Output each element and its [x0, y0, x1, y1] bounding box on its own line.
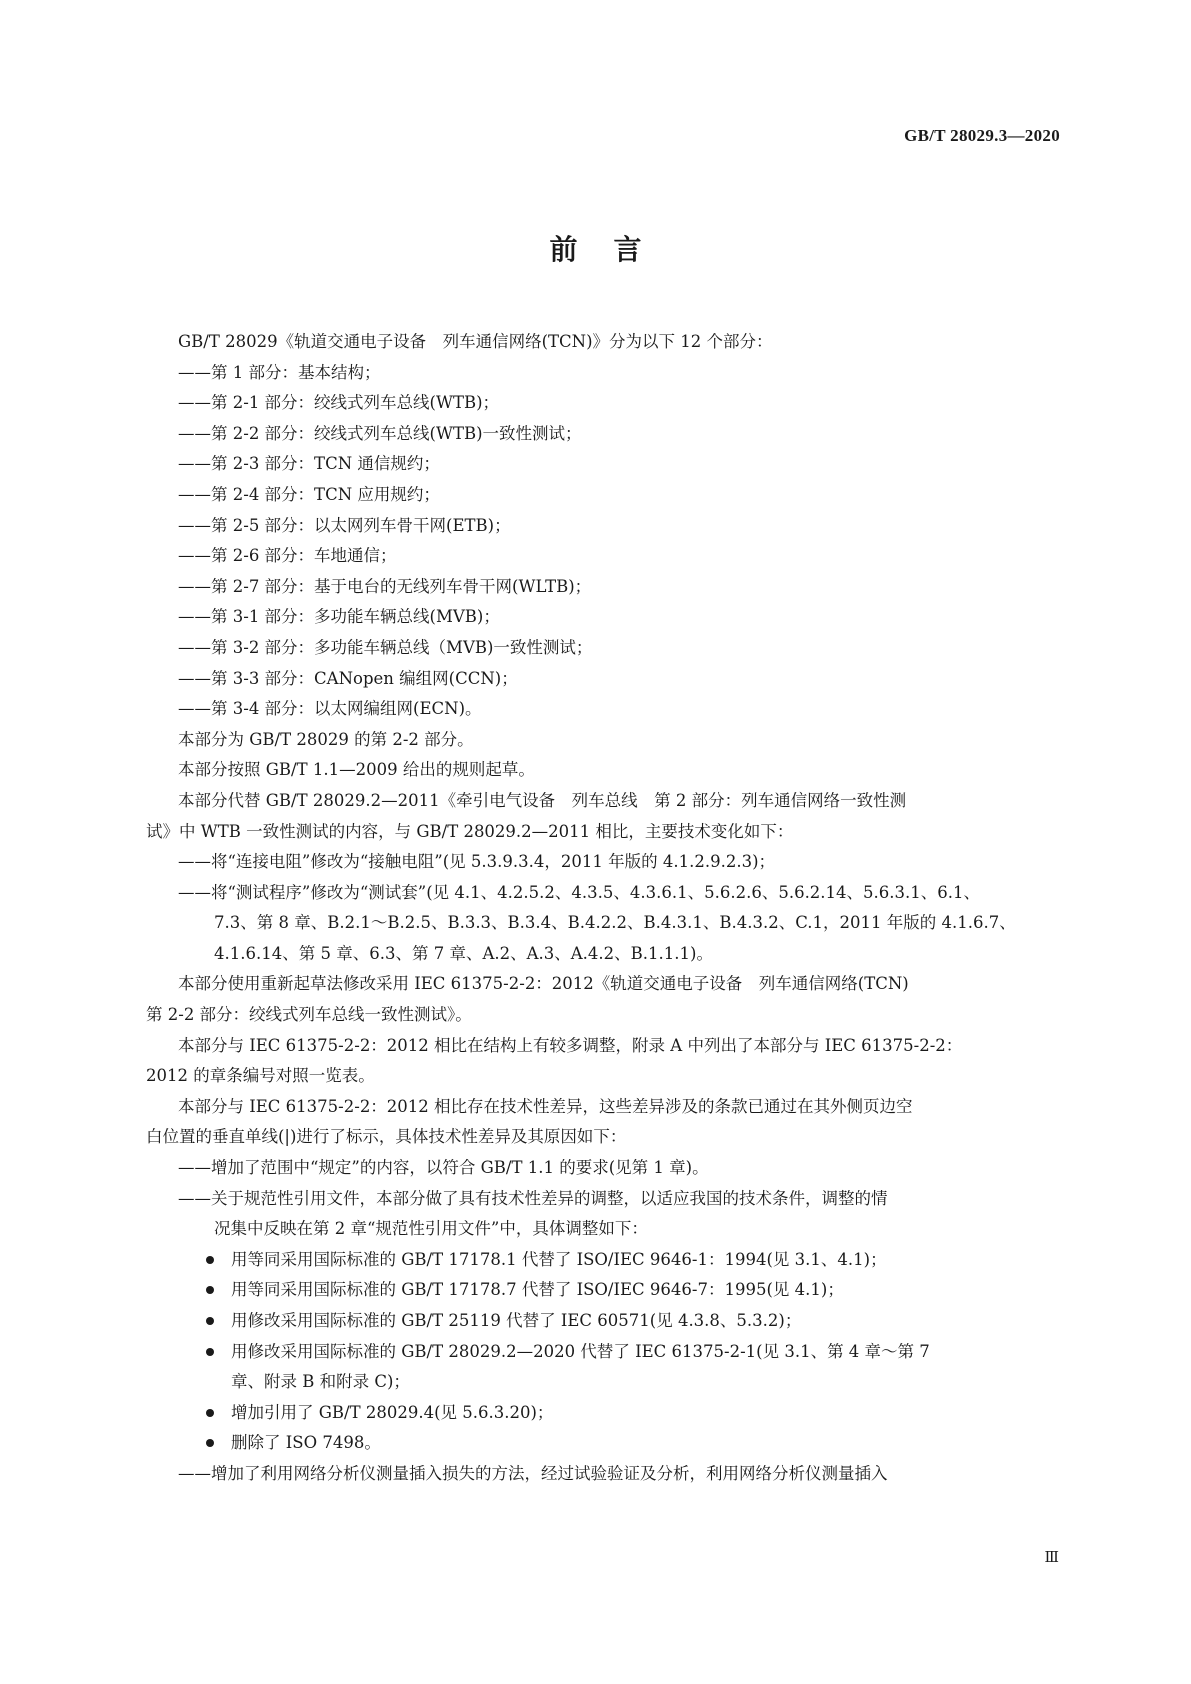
line-text: 章、附录 B 和附录 C)；	[231, 1372, 410, 1392]
paragraph-line	[146, 786, 1058, 817]
list-item	[146, 449, 1058, 480]
line-text: ——将“连接电阻”修改为“接触电阻”(见 5.3.9.3.4，2011 年版的 4.1.2.9.2.3)；	[178, 852, 776, 872]
bullet-item	[146, 1367, 1058, 1398]
list-item	[146, 847, 1058, 878]
paragraph-line	[146, 1122, 1058, 1153]
line-text: ——第 1 部分：基本结构；	[178, 362, 381, 382]
paragraph-line	[146, 969, 1058, 1000]
line-text: 本部分使用重新起草法修改采用 IEC 61375-2-2：2012《轨道交通电子设备 列车通信网络(TCN)	[178, 974, 909, 994]
paragraph-line	[146, 755, 1058, 786]
line-text: 白位置的垂直单线(|)进行了标示，具体技术性差异及其原因如下：	[146, 1127, 627, 1147]
line-text: 增加引用了 GB/T 28029.4(见 5.6.3.20)；	[231, 1402, 554, 1422]
line-text: 第 2-2 部分：绞线式列车总线一致性测试》。	[146, 1005, 472, 1025]
line-text: 况集中反映在第 2 章“规范性引用文件”中，具体调整如下：	[214, 1219, 648, 1239]
line-text: ——第 3-2 部分：多功能车辆总线（MVB)一致性测试；	[178, 637, 593, 657]
line-text: ——关于规范性引用文件，本部分做了具有技术性差异的调整，以适应我国的技术条件，调整的情	[178, 1188, 888, 1208]
bullet-item	[146, 1337, 1058, 1368]
line-text: ——第 3-4 部分：以太网编组网(ECN)。	[178, 699, 482, 719]
line-text: ——第 2-7 部分：基于电台的无线列车骨干网(WLTB)；	[178, 576, 592, 596]
list-item	[146, 694, 1058, 725]
line-text: ——将“测试程序”修改为“测试套”(见 4.1、4.2.5.2、4.3.5、4.3.6.1、5.6.2.6、5.6.2.14、5.6.3.1、6.1、	[178, 882, 981, 902]
line-text: ——增加了利用网络分析仪测量插入损失的方法，经过试验验证及分析，利用网络分析仪测量插入	[178, 1463, 888, 1483]
paragraph-line	[146, 1031, 1058, 1062]
line-text: 本部分为 GB/T 28029 的第 2-2 部分。	[178, 729, 474, 749]
standard-code: GB/T 28029.3—2020	[904, 126, 1060, 145]
list-item	[146, 1153, 1058, 1184]
list-item	[146, 1459, 1058, 1490]
list-item	[146, 633, 1058, 664]
bullet-icon	[206, 1409, 214, 1417]
bullet-item	[146, 1306, 1058, 1337]
line-text: 用等同采用国际标准的 GB/T 17178.7 代替了 ISO/IEC 9646-7：1995(见 4.1)；	[231, 1280, 844, 1300]
bullet-item	[146, 1398, 1058, 1429]
bullet-icon	[206, 1317, 214, 1325]
list-item	[146, 878, 1058, 909]
bullet-icon	[206, 1286, 214, 1294]
page-number: Ⅲ	[1044, 1548, 1060, 1566]
line-text: 试》中 WTB 一致性测试的内容，与 GB/T 28029.2—2011 相比，主要技术变化如下：	[146, 821, 794, 841]
line-text: 本部分按照 GB/T 1.1—2009 给出的规则起草。	[178, 760, 535, 780]
list-item	[146, 511, 1058, 542]
list-item	[146, 419, 1058, 450]
line-text: ——增加了范围中“规定”的内容，以符合 GB/T 1.1 的要求(见第 1 章)。	[178, 1158, 709, 1178]
bullet-item	[146, 1275, 1058, 1306]
list-item	[146, 664, 1058, 695]
line-text: 删除了 ISO 7498。	[231, 1433, 381, 1453]
bullet-icon	[206, 1348, 214, 1356]
paragraph-line	[146, 327, 1058, 358]
line-text: 2012 的章条编号对照一览表。	[146, 1066, 375, 1086]
paragraph-line	[146, 1000, 1058, 1031]
line-text: ——第 2-6 部分：车地通信；	[178, 546, 397, 566]
document-body	[146, 327, 1058, 1490]
line-text: 本部分代替 GB/T 28029.2—2011《牵引电气设备 列车总线 第 2 部分：列车通信网络一致性测	[178, 790, 907, 810]
list-item	[146, 358, 1058, 389]
line-text: ——第 2-5 部分：以太网列车骨干网(ETB)；	[178, 515, 511, 535]
line-text: 本部分与 IEC 61375-2-2：2012 相比存在技术性差异，这些差异涉及的条款已通过在其外侧页边空	[178, 1096, 913, 1116]
paragraph-line	[146, 725, 1058, 756]
line-text: 4.1.6.14、第 5 章、6.3、第 7 章、A.2、A.3、A.4.2、B.1.1.1)。	[214, 943, 713, 963]
bullet-item	[146, 1245, 1058, 1276]
bullet-icon	[206, 1256, 214, 1264]
paragraph-line	[146, 1061, 1058, 1092]
list-item	[146, 908, 1058, 939]
line-text: ——第 2-1 部分：绞线式列车总线(WTB)；	[178, 393, 500, 413]
line-text: ——第 3-3 部分：CANopen 编组网(CCN)；	[178, 668, 518, 688]
list-item	[146, 602, 1058, 633]
bullet-item	[146, 1428, 1058, 1459]
paragraph-line	[146, 817, 1058, 848]
line-text: 7.3、第 8 章、B.2.1～B.2.5、B.3.3、B.3.4、B.4.2.2、B.4.3.1、B.4.3.2、C.1，2011 年版的 4.1.6.7、	[214, 913, 1016, 933]
line-text: ——第 2-3 部分：TCN 通信规约；	[178, 454, 440, 474]
line-text: ——第 3-1 部分：多功能车辆总线(MVB)；	[178, 607, 500, 627]
line-text: 本部分与 IEC 61375-2-2：2012 相比在结构上有较多调整，附录 A 中列出了本部分与 IEC 61375-2-2：	[178, 1035, 963, 1055]
bullet-icon	[206, 1439, 214, 1447]
list-item	[146, 480, 1058, 511]
list-item	[146, 388, 1058, 419]
line-text: GB/T 28029《轨道交通电子设备 列车通信网络(TCN)》分为以下 12 个部分：	[178, 332, 773, 351]
list-item	[146, 939, 1058, 970]
line-text: ——第 2-2 部分：绞线式列车总线(WTB)一致性测试；	[178, 423, 582, 443]
list-item	[146, 1184, 1058, 1215]
line-text: 用等同采用国际标准的 GB/T 17178.1 代替了 ISO/IEC 9646-1：1994(见 3.1、4.1)；	[231, 1249, 887, 1269]
line-text: 用修改采用国际标准的 GB/T 25119 代替了 IEC 60571(见 4.3.8、5.3.2)；	[231, 1311, 802, 1330]
paragraph-line	[146, 1092, 1058, 1123]
line-text: ——第 2-4 部分：TCN 应用规约；	[178, 484, 440, 504]
page-title: 前言	[549, 233, 678, 266]
list-item	[146, 541, 1058, 572]
list-item	[146, 1214, 1058, 1245]
list-item	[146, 572, 1058, 603]
line-text: 用修改采用国际标准的 GB/T 28029.2—2020 代替了 IEC 61375-2-1(见 3.1、第 4 章～第 7	[231, 1341, 930, 1361]
